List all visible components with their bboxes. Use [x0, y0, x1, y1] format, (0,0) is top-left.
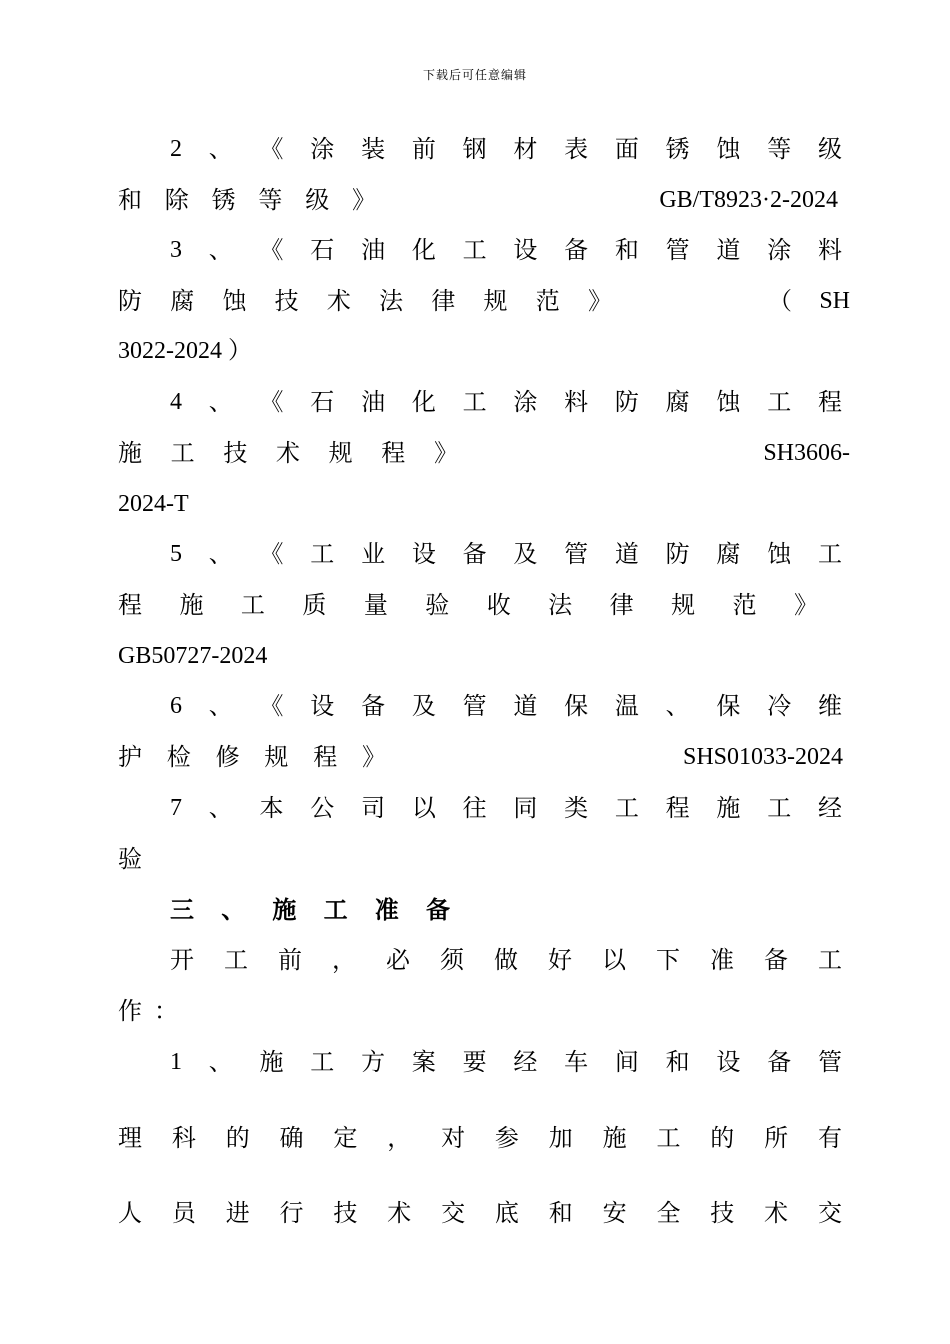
text-char: 《 [259, 236, 284, 264]
text-char: 术 [764, 1199, 789, 1227]
text-char: 、 [208, 388, 233, 416]
text-char: 三 [170, 896, 194, 924]
text-char: 法 [548, 591, 573, 619]
text-char: 安 [602, 1199, 627, 1227]
text-char: 涂 [767, 236, 792, 264]
list-item-4-line-3 [118, 484, 842, 524]
text-char: 业 [361, 540, 386, 568]
text-char: 开 [170, 946, 194, 974]
item-number: 3 [170, 237, 182, 263]
text-char: 验 [425, 591, 450, 619]
text-char: 术 [275, 439, 300, 467]
section-heading [170, 890, 460, 930]
text-char: 表 [564, 135, 589, 163]
text-char: 面 [614, 135, 639, 163]
text-char: 石 [310, 388, 335, 416]
text-char: 》 [433, 439, 458, 467]
text-char: 质 [302, 591, 327, 619]
text-char: 程 [665, 794, 690, 822]
text-char: 公 [310, 794, 335, 822]
text-char: 》 [793, 591, 818, 619]
text-char: 施 [272, 896, 297, 924]
text-char: 温 [614, 692, 639, 720]
text-char: 等 [258, 186, 283, 214]
text-char: 交 [817, 1199, 842, 1227]
text-char: 工 [817, 540, 842, 568]
text-char: 往 [462, 794, 487, 822]
text-char: 等 [767, 135, 792, 163]
list-item-2-line-1 [170, 129, 842, 169]
text-char: 》 [587, 287, 612, 315]
text-char: 、 [221, 896, 246, 924]
paragraph-line [118, 991, 178, 1031]
text-char: 防 [614, 388, 639, 416]
text-char: 钢 [462, 135, 487, 163]
text-char: 律 [609, 591, 634, 619]
text-char: 技 [710, 1199, 735, 1227]
text-char: 工 [656, 1124, 681, 1152]
text-char: 工 [240, 591, 265, 619]
text-char: 的 [225, 1124, 250, 1152]
text-char: 范 [535, 287, 560, 315]
item-text [118, 281, 612, 321]
list-item-5-line-3 [118, 636, 842, 676]
text-char: 除 [164, 186, 189, 214]
list-item-3-line-3 [118, 331, 842, 371]
text-char: 经 [513, 1048, 538, 1076]
paragraph-text [118, 991, 178, 1031]
text-char: ， [332, 946, 356, 974]
text-char: 腐 [665, 388, 690, 416]
text-char: 底 [494, 1199, 519, 1227]
text-char: 油 [361, 388, 386, 416]
text-char: 设 [411, 540, 436, 568]
text-char: 的 [710, 1124, 735, 1152]
list-item-6-line-1 [170, 686, 842, 726]
text-char: 前 [278, 946, 302, 974]
text-char: 须 [440, 946, 464, 974]
text-char: 油 [361, 236, 386, 264]
item-number: 2 [170, 136, 182, 162]
text-char: 范 [732, 591, 757, 619]
text-char: 、 [208, 540, 233, 568]
text-char: 道 [716, 236, 741, 264]
text-char: 及 [411, 692, 436, 720]
text-char: 设 [513, 236, 538, 264]
text-char: 工 [310, 1048, 335, 1076]
text-char: 管 [564, 540, 589, 568]
text-char: 备 [767, 1048, 792, 1076]
text-char: 进 [225, 1199, 250, 1227]
text-char: 技 [223, 439, 248, 467]
text-char: 涂 [310, 135, 335, 163]
text-char: 车 [564, 1048, 589, 1076]
text-char: 备 [564, 236, 589, 264]
text-char: 工 [323, 896, 348, 924]
list-item-7-line-2 [118, 839, 842, 879]
text-char: 有 [817, 1124, 842, 1152]
text-char: 工 [224, 946, 248, 974]
list-item-1-line-2 [118, 1118, 842, 1158]
paragraph-line [170, 940, 842, 980]
standard-code: SH [819, 288, 850, 314]
item-text [118, 433, 458, 473]
text-char: 科 [171, 1124, 196, 1152]
text-char: 术 [326, 287, 351, 315]
text-char: 级 [817, 135, 842, 163]
text-char: 规 [671, 591, 696, 619]
text-char: 材 [513, 135, 538, 163]
text-char: 程 [313, 743, 338, 771]
text-char: 《 [259, 388, 284, 416]
text-char: 蚀 [767, 540, 792, 568]
text-char: 》 [361, 743, 386, 771]
text-char: 《 [259, 692, 284, 720]
section-heading-text [170, 890, 450, 930]
text-char: 人 [118, 1199, 142, 1227]
text-char: 工 [614, 794, 639, 822]
text-char: 好 [548, 946, 572, 974]
text-char: 工 [170, 439, 195, 467]
list-item-1-line-3 [118, 1193, 842, 1233]
text-char: 石 [310, 236, 335, 264]
text-char: 锈 [211, 186, 236, 214]
text-char: 道 [513, 692, 538, 720]
text-char: 、 [208, 236, 233, 264]
text-char: 保 [716, 692, 741, 720]
text-char: 必 [386, 946, 410, 974]
list-item-5-line-2 [118, 585, 818, 625]
text-char: 装 [361, 135, 386, 163]
text-char: 和 [665, 1048, 690, 1076]
text-char: 蚀 [222, 287, 247, 315]
text-char: 管 [817, 1048, 842, 1076]
item-text [118, 737, 386, 777]
text-char: 护 [118, 743, 142, 771]
text-char: 确 [279, 1124, 304, 1152]
text-char: 规 [483, 287, 508, 315]
text-char: 程 [817, 388, 842, 416]
text-char: 工 [818, 946, 842, 974]
text-char: 及 [513, 540, 538, 568]
text-char: 备 [425, 896, 450, 924]
text-char: 、 [208, 135, 233, 163]
text-char: 蚀 [716, 135, 741, 163]
standard-code: SHS01033-2024 [682, 744, 843, 770]
item-number: 6 [170, 693, 182, 719]
text-char: 管 [665, 236, 690, 264]
text-char: 收 [486, 591, 511, 619]
text-char: 涂 [513, 388, 538, 416]
text-char: 、 [208, 794, 233, 822]
text-char: 工 [767, 388, 792, 416]
text-char: 类 [564, 794, 589, 822]
list-item-4-line-1 [170, 382, 842, 422]
text-char: 规 [264, 743, 289, 771]
text-char: 、 [208, 692, 233, 720]
text-char: 防 [665, 540, 690, 568]
text-char: 防 [118, 287, 142, 315]
list-item-2-line-2 [118, 180, 838, 220]
text-char: 备 [361, 692, 386, 720]
list-item-6-line-2 [118, 737, 843, 777]
item-text: 验 [118, 845, 142, 873]
text-char: 料 [564, 388, 589, 416]
text-char: 料 [817, 236, 842, 264]
text-char: 律 [431, 287, 456, 315]
text-char: 理 [118, 1124, 142, 1152]
item-number: 1 [170, 1049, 182, 1075]
item-text [118, 180, 376, 220]
text-char: 维 [817, 692, 842, 720]
text-char: 检 [166, 743, 191, 771]
standard-code: GB/T8923·2-2024 [659, 187, 838, 213]
text-char: 规 [328, 439, 353, 467]
text-char: 道 [614, 540, 639, 568]
text-char: 量 [363, 591, 388, 619]
text-char: 冷 [767, 692, 792, 720]
text-char: 管 [462, 692, 487, 720]
text-char: 司 [361, 794, 386, 822]
text-char: 全 [656, 1199, 681, 1227]
text-char: 案 [411, 1048, 436, 1076]
list-item-4-line-2 [118, 433, 850, 473]
list-item-3-line-2 [118, 281, 850, 321]
text-char: 做 [494, 946, 518, 974]
text-char: 行 [279, 1199, 304, 1227]
text-char: 《 [259, 540, 284, 568]
text-char: 化 [411, 388, 436, 416]
text-char: 工 [767, 794, 792, 822]
text-char: 技 [274, 287, 299, 315]
standard-code: SH3606- [763, 440, 850, 466]
text-char: ： [154, 997, 178, 1025]
standard-code: GB50727-2024 [118, 643, 268, 669]
text-char: 蚀 [716, 388, 741, 416]
text-char: 以 [602, 946, 626, 974]
text-char: 工 [462, 388, 487, 416]
list-item-3-line-1 [170, 230, 842, 270]
text-char: 工 [462, 236, 487, 264]
item-number: 5 [170, 541, 182, 567]
text-char: 以 [411, 794, 436, 822]
text-char: 施 [118, 439, 142, 467]
list-item-5-line-1 [170, 534, 842, 574]
text-char: 本 [259, 794, 284, 822]
text-char: 备 [764, 946, 788, 974]
text-char: 作 [118, 997, 142, 1025]
text-char: 经 [817, 794, 842, 822]
text-char: 、 [208, 1048, 233, 1076]
open-parenthesis: （ [768, 287, 792, 315]
text-char: 和 [614, 236, 639, 264]
page-header-note: 下载后可任意编辑 [422, 68, 527, 82]
text-char: 下 [656, 946, 680, 974]
text-char: 备 [462, 540, 487, 568]
text-char: 准 [374, 896, 399, 924]
text-char: 法 [379, 287, 404, 315]
text-char: 化 [411, 236, 436, 264]
text-char: 参 [494, 1124, 519, 1152]
text-char: 级 [305, 186, 330, 214]
text-char: 前 [411, 135, 436, 163]
text-char: 保 [564, 692, 589, 720]
text-char: 施 [716, 794, 741, 822]
text-char: 和 [118, 186, 142, 214]
text-char: 施 [259, 1048, 284, 1076]
text-char: 和 [548, 1199, 573, 1227]
text-char: 、 [665, 692, 690, 720]
text-char: 要 [462, 1048, 487, 1076]
text-char: 准 [710, 946, 734, 974]
text-char: 交 [441, 1199, 466, 1227]
text-char: 程 [118, 591, 142, 619]
text-char: 定 [333, 1124, 358, 1152]
text-char: 施 [602, 1124, 627, 1152]
text-char: 腐 [170, 287, 195, 315]
text-char: 方 [361, 1048, 386, 1076]
list-item-1-line-1 [170, 1042, 842, 1082]
list-item-7-line-1 [170, 788, 842, 828]
text-char: 《 [259, 135, 284, 163]
text-char: 设 [716, 1048, 741, 1076]
text-char: 所 [764, 1124, 789, 1152]
text-char: 对 [441, 1124, 466, 1152]
text-char: 修 [215, 743, 240, 771]
text-char: 同 [513, 794, 538, 822]
text-char: 施 [179, 591, 204, 619]
item-text: 3022-2024 ） [118, 338, 252, 364]
item-text: 2024-T [118, 491, 189, 517]
text-char: 工 [310, 540, 335, 568]
text-char: 》 [351, 186, 376, 214]
item-number: 7 [170, 795, 182, 821]
text-char: 间 [614, 1048, 639, 1076]
text-char: 程 [381, 439, 406, 467]
text-char: 锈 [665, 135, 690, 163]
text-char: 技 [333, 1199, 358, 1227]
text-char: 员 [171, 1199, 196, 1227]
text-char: 术 [387, 1199, 412, 1227]
text-char: ， [387, 1124, 412, 1152]
item-number: 4 [170, 389, 182, 415]
text-char: 设 [310, 692, 335, 720]
text-char: 加 [548, 1124, 573, 1152]
text-char: 腐 [716, 540, 741, 568]
